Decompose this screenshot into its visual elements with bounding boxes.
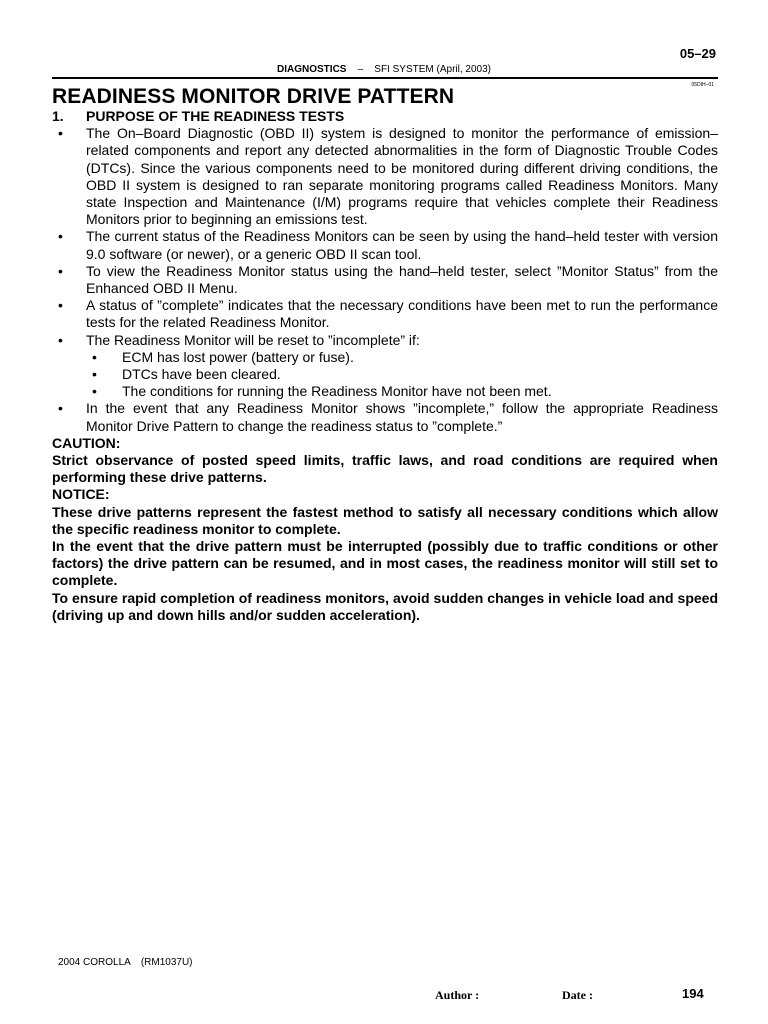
list-item xyxy=(52,400,718,434)
bullet-icon: • xyxy=(92,383,97,400)
bullet-icon: • xyxy=(92,366,97,383)
list-item-text: A status of ”complete” indicates that the necessary conditions have been met to run the performance tests for the related Readiness Monitor. xyxy=(86,297,718,331)
notice-paragraph: To ensure rapid completion of readiness monitors, avoid sudden changes in vehicle load and speed (driving up and down hills and/or sudden acceleration). xyxy=(52,589,718,623)
list-item xyxy=(52,263,718,297)
section-heading xyxy=(52,108,718,125)
sub-list-item-text: DTCs have been cleared. xyxy=(122,366,281,383)
caution-label: CAUTION: xyxy=(52,434,121,451)
section-number: 1. xyxy=(52,108,64,124)
bullet-icon: • xyxy=(92,348,97,365)
notice-paragraph: In the event that the drive pattern must be interrupted (possibly due to traffic conditions or other factors) the drive pattern can be resumed, and in most cases, the readiness monitor will still set to complete. xyxy=(52,538,718,589)
bullet-icon: • xyxy=(58,125,63,142)
sub-list-item xyxy=(52,349,718,366)
doc-code: 05DIH–01 xyxy=(691,82,714,88)
bullet-icon: • xyxy=(58,297,63,314)
header-system: SFI SYSTEM (April, 2003) xyxy=(374,64,491,75)
list-item-text: In the event that any Readiness Monitor shows ”incomplete,” follow the appropriate Readiness Monitor Drive Pattern to change the readiness status to ”complete.” xyxy=(86,400,718,434)
list-item-text: The Readiness Monitor will be reset to ”incomplete” if: xyxy=(86,331,420,348)
bullet-icon: • xyxy=(58,400,63,417)
page-number: 05–29 xyxy=(679,46,716,61)
list-item-text: The On–Board Diagnostic (OBD II) system is designed to monitor the performance of emission–related components and report any detected abnormalities in the form of Diagnostic Trouble Codes (DTCs). Since the various components need to be monitored during different driving conditions, the OBD II system is designed to ran separate monitoring programs called Readiness Monitors. Many state Inspection and Maintenance (I/M) programs require that vehicles complete their Readiness Monitors prior to beginning an emissions test. xyxy=(86,125,718,228)
list-item xyxy=(52,125,718,228)
sub-list-item-text: ECM has lost power (battery or fuse). xyxy=(122,348,354,365)
header-section: DIAGNOSTICS xyxy=(277,64,347,75)
page-title: READINESS MONITOR DRIVE PATTERN xyxy=(52,85,455,108)
footer-manual-code: (RM1037U) xyxy=(140,957,193,968)
list-item xyxy=(52,332,718,349)
caution-text: Strict observance of posted speed limits, traffic laws, and road conditions are required when performing these drive patterns. xyxy=(52,452,718,486)
list-item xyxy=(52,228,718,262)
footer-model xyxy=(58,957,203,968)
footer-model-name: 2004 COROLLA xyxy=(58,957,131,968)
header-dash: – xyxy=(357,64,364,75)
sub-list-item xyxy=(52,366,718,383)
running-header xyxy=(52,64,716,75)
list-item-text: To view the Readiness Monitor status using the hand–held tester, select ”Monitor Status” from the Enhanced OBD II Menu. xyxy=(86,262,718,297)
document-body xyxy=(52,108,718,624)
bullet-icon: • xyxy=(58,331,63,348)
section-title: PURPOSE OF THE READINESS TESTS xyxy=(86,108,345,124)
notice-label: NOTICE: xyxy=(52,486,110,503)
bullet-icon: • xyxy=(58,228,63,245)
header-rule xyxy=(52,77,718,79)
sub-list-item-text: The conditions for running the Readiness Monitor have not been met. xyxy=(122,383,552,400)
page-count: 194 xyxy=(682,986,704,1001)
list-item-text: The current status of the Readiness Monitors can be seen by using the hand–held tester with version 9.0 software (or newer), or a generic OBD II scan tool. xyxy=(86,228,718,262)
bullet-icon: • xyxy=(58,262,63,279)
author-label: Author : xyxy=(435,988,480,1002)
date-label: Date : xyxy=(562,988,593,1002)
sub-list-item xyxy=(52,383,718,400)
notice-paragraph: These drive patterns represent the fastest method to satisfy all necessary conditions which allow the specific readiness monitor to complete. xyxy=(52,503,718,537)
list-item xyxy=(52,297,718,331)
